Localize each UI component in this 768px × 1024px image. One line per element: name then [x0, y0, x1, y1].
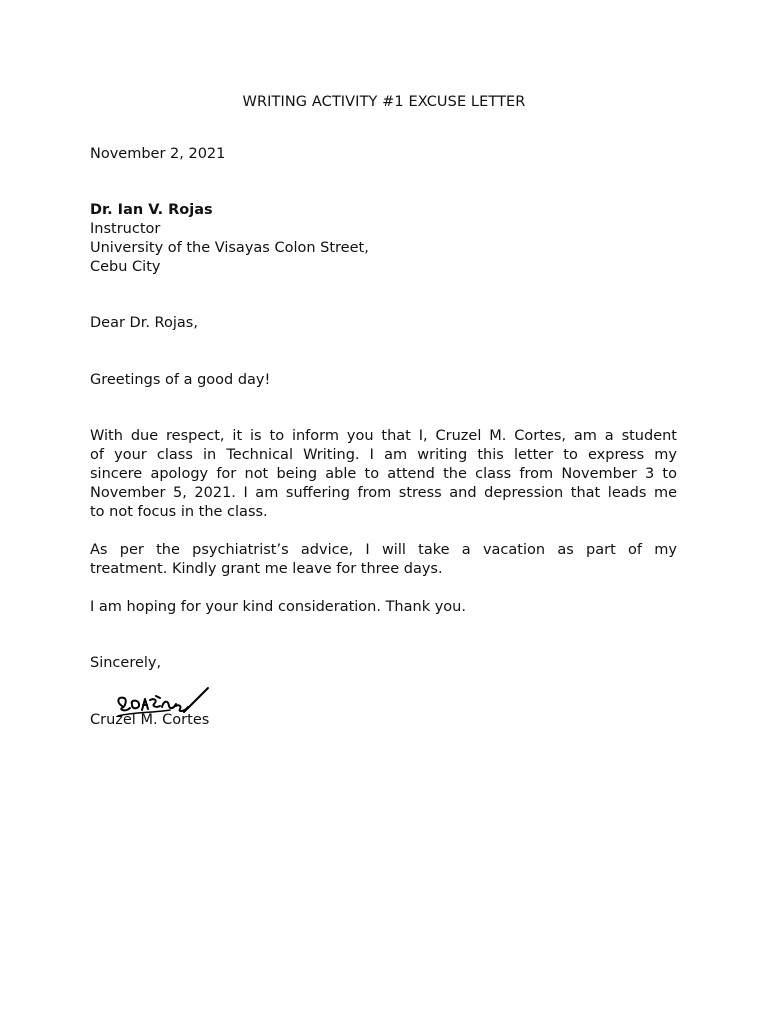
recipient-address-line2: Cebu City: [90, 259, 161, 275]
letter-date: November 2, 2021: [90, 146, 226, 162]
paragraph-line: sincere apology for not being able to attend the class from November 3 to: [90, 466, 677, 482]
recipient-name: Dr. Ian V. Rojas: [90, 202, 213, 218]
body-paragraph-2: [90, 541, 677, 579]
recipient-position: Instructor: [90, 221, 161, 237]
signature-image: [112, 686, 210, 722]
paragraph-line: With due respect, it is to inform you that I, Cruzel M. Cortes, am a student: [90, 428, 677, 444]
body-paragraph-3: I am hoping for your kind consideration. Thank you.: [90, 599, 466, 615]
recipient-address-line1: University of the Visayas Colon Street,: [90, 240, 369, 256]
paragraph-line: As per the psychiatrist’s advice, I will take a vacation as part of my: [90, 542, 677, 558]
paragraph-line: of your class in Technical Writing. I am writing this letter to express my: [90, 447, 677, 463]
paragraph-line: treatment. Kindly grant me leave for three days.: [90, 561, 443, 577]
document-title: WRITING ACTIVITY #1 EXCUSE LETTER: [242, 94, 526, 110]
paragraph-line: to not focus in the class.: [90, 504, 268, 520]
greeting: Greetings of a good day!: [90, 372, 271, 388]
closing: Sincerely,: [90, 655, 162, 671]
body-paragraph-1: [90, 427, 677, 522]
salutation: Dear Dr. Rojas,: [90, 315, 198, 331]
paragraph-line: November 5, 2021. I am suffering from stress and depression that leads me: [90, 485, 677, 501]
sender-name: Cruzel M. Cortes: [90, 712, 210, 728]
